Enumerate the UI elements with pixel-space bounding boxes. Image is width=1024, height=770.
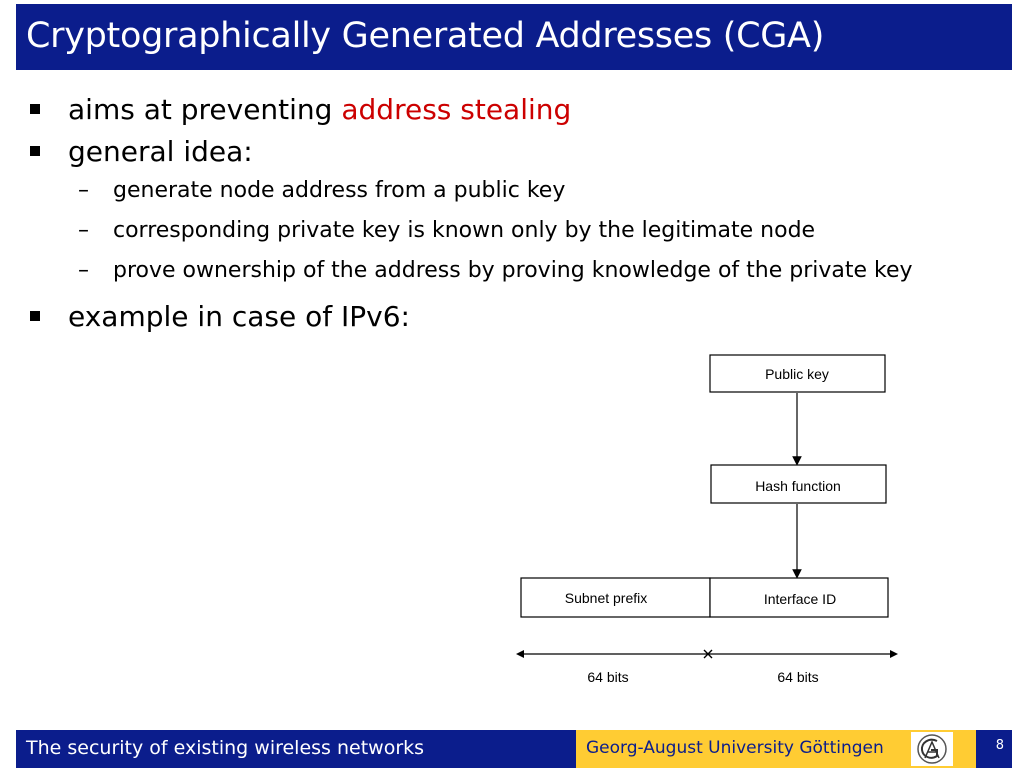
sub-bullet-text: generate node address from a public key bbox=[113, 178, 566, 203]
footer-bar bbox=[16, 730, 1012, 768]
cga-diagram bbox=[500, 345, 920, 705]
sub-bullet-item bbox=[30, 254, 1000, 293]
bullet-item bbox=[30, 90, 1000, 132]
subnet-prefix-label: Subnet prefix bbox=[564, 590, 648, 606]
sub-bullet-item bbox=[30, 214, 1000, 248]
bullet-square-icon bbox=[30, 104, 40, 114]
title-bar bbox=[16, 4, 1012, 70]
bullet-list bbox=[30, 90, 1000, 339]
course-name: The security of existing wireless networks bbox=[26, 737, 425, 759]
bullet-text: aims at preventing bbox=[68, 93, 342, 126]
bullet-item bbox=[30, 132, 1000, 174]
bits-left-label: 64 bits bbox=[587, 669, 629, 685]
dash-icon: – bbox=[78, 218, 89, 243]
university-name: Georg-August University Göttingen bbox=[586, 738, 884, 758]
sub-bullet-item bbox=[30, 174, 1000, 208]
university-logo bbox=[911, 732, 953, 766]
hash-function-label: Hash function bbox=[755, 478, 841, 494]
sub-bullet-text: prove ownership of the address by proving knowledge of the private key bbox=[113, 258, 913, 283]
interface-id-label: Interface ID bbox=[763, 591, 837, 607]
left-arrowhead-icon bbox=[516, 650, 524, 658]
bits-right-label: 64 bits bbox=[777, 669, 819, 685]
right-arrowhead-icon bbox=[890, 650, 898, 658]
dash-icon: – bbox=[78, 178, 89, 203]
bullet-item bbox=[30, 297, 1000, 339]
bullet-text: example in case of IPv6: bbox=[68, 300, 410, 333]
dash-icon: – bbox=[78, 258, 89, 283]
bullet-highlight: address stealing bbox=[341, 93, 572, 126]
page-number: 8 bbox=[995, 738, 1004, 753]
university-seal-icon bbox=[911, 732, 953, 766]
bullet-square-icon bbox=[30, 311, 40, 321]
slide-title: Cryptographically Generated Addresses (CGA) bbox=[26, 16, 825, 56]
university-band bbox=[576, 730, 976, 768]
bullet-text: general idea: bbox=[68, 135, 253, 168]
public-key-label: Public key bbox=[765, 366, 829, 382]
bullet-square-icon bbox=[30, 146, 40, 156]
sub-bullet-text: corresponding private key is known only by the legitimate node bbox=[113, 218, 816, 243]
